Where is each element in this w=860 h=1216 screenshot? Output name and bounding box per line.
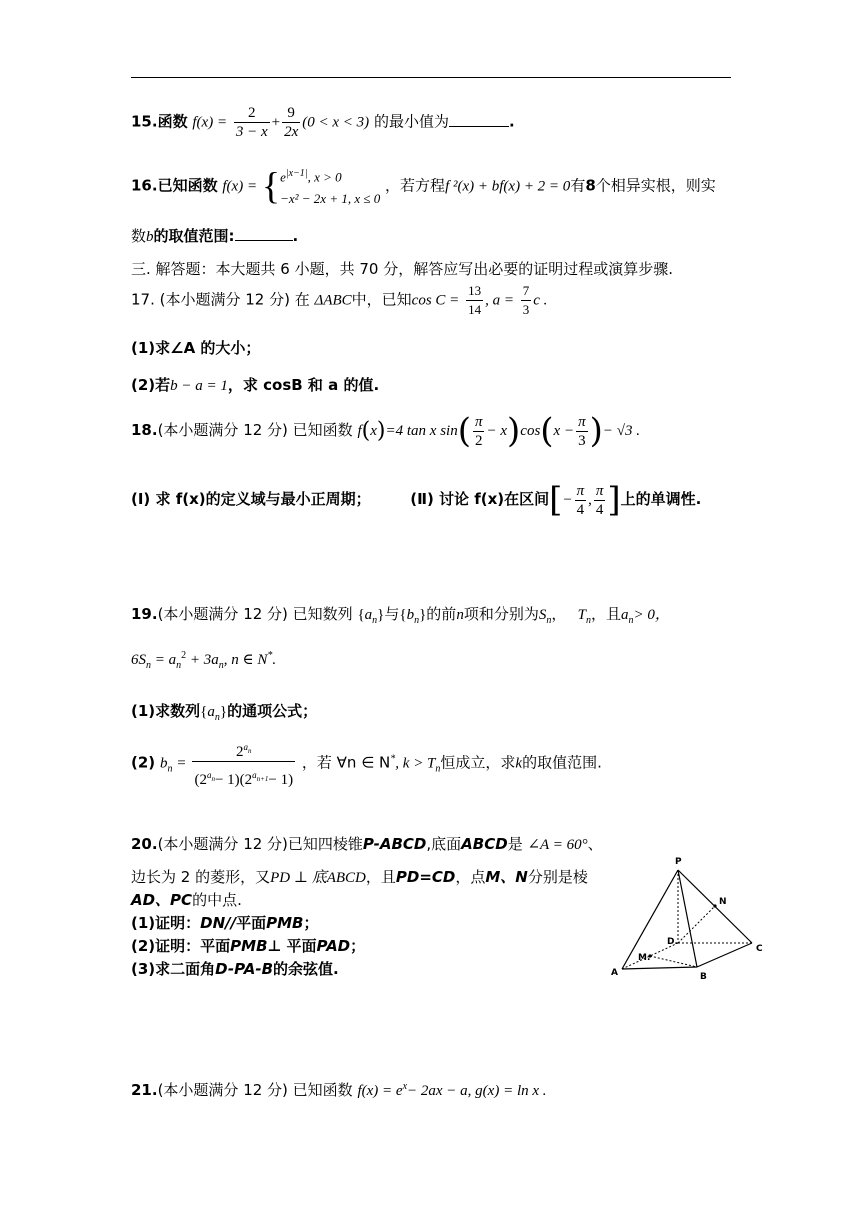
label-C: C — [756, 944, 763, 954]
piecewise-cases: $e^{|x-1|}$, x > 0 −x² − 2x + 1, x ≤ 0 — [280, 168, 381, 207]
question-20: 20.(本小题满分 12 分)已知四棱锥P-ABCD,底面ABCD是 ∠A = 60°、 — [131, 835, 603, 853]
fraction-2: $\frac{9}{2x}$ — [284, 105, 299, 140]
edge-PB — [678, 870, 697, 967]
pyramid-figure — [600, 850, 780, 990]
header-rule — [131, 77, 731, 78]
label-B: B — [700, 972, 707, 982]
question-18-parts: (Ⅰ) 求 f(x)的定义域与最小正周期； (Ⅱ) 讨论 f(x)在区间[− $\frac{\pi}{4}$ , $\frac{\pi}{4}$ ]上的单调性. — [131, 480, 702, 520]
question-19: 19.(本小题满分 12 分) 已知数列 $\{a_n\}$与$\{b_n\}$的前n项和分别为$S_n$， $T_n$，且$a_n> 0$， — [131, 605, 670, 626]
question-18: 18.(本小题满分 12 分) 已知函数 f(x)=4 tan x sin( $\frac{\pi}{2}$ − x)cos(x − $\frac{\pi}{3}$ )− √3 . — [131, 411, 640, 451]
question-20-line2: 边长为 2 的菱形，又PD ⊥ 底ABCD，且PD=CD，点M、N分别是棱 — [131, 868, 588, 886]
answer-blank — [235, 226, 293, 241]
question-21: 21.(本小题满分 12 分) 已知函数 $f(x) = e^x- 2ax - a$, g(x) = ln x . — [131, 1081, 547, 1099]
question-15: 15.函数 f(x) = $\frac{2}{3 - x}$ + $\frac{9}{2x}$ (0 < x < 3) 的最小值为 . — [131, 105, 515, 140]
label-A: A — [611, 968, 618, 978]
answer-blank — [449, 112, 509, 127]
segment-MB — [650, 956, 697, 967]
fraction-1: $\frac{2}{3 - x}$ — [235, 105, 268, 140]
question-19-part-1: (1)求数列$\{a_n\}$的通项公式； — [131, 702, 318, 723]
edge-AB — [622, 967, 697, 969]
question-20-line3: AD、PC的中点. — [131, 891, 242, 909]
question-20-part-2: (2)证明：平面PMB⊥ 平面PAD； — [131, 937, 366, 955]
bn-fraction: $\frac{2^{a_n}}{(2^{a_n}- 1)(2^{a_{n+1}}- 1)}$ — [192, 738, 295, 789]
label-P: P — [675, 857, 682, 867]
segment-DN — [678, 906, 715, 943]
question-number: 15. — [131, 112, 158, 131]
question-17: 17. (本小题满分 12 分) 在 ΔABC中，已知cos C = $\frac{13}{14}$ , a = $\frac{7}{3}$ c . — [131, 283, 548, 317]
question-16: 16.已知函数 f(x) = { $e^{|x-1|}$, x > 0 −x² − 2x + 1, x ≤ 0 ，若方程f ²(x) + bf(x) + 2 = 0有8个相异实根，则实 — [131, 163, 716, 210]
question-19-equation: $6S_n = a_n^2 + 3a_n$, n ∈ N*. — [131, 650, 277, 671]
label-M: M. — [638, 953, 651, 963]
question-17-part-1: (1)求∠A 的大小； — [131, 339, 261, 357]
label-N: N — [719, 897, 727, 907]
question-number: 16. — [131, 176, 158, 195]
question-lead: 函数 — [157, 112, 188, 131]
question-17-part-2: (2)若b − a = 1，求 cosB 和 a 的值. — [131, 376, 380, 394]
question-20-part-3: (3)求二面角D-PA-B的余弦值. — [131, 960, 339, 978]
question-20-part-1: (1)证明：DN//平面PMB； — [131, 914, 319, 932]
edge-BC — [697, 943, 752, 967]
section-3-heading: 三. 解答题：本大题共 6 小题，共 70 分，解答应写出必要的证明过程或演算步骤. — [131, 260, 674, 278]
question-16-line2: 数b的取值范围: . — [131, 227, 299, 245]
function-label: f(x) = — [192, 114, 228, 131]
equation: f ²(x) + bf(x) + 2 = 0 — [445, 178, 571, 195]
question-19-part-2: (2) $b_n$ = $\frac{2^{a_n}}{(2^{a_n}- 1)(2^{a_{n+1}}- 1)}$ ，若 ∀n ∈ N*, $k > T_n$恒成立，求k的取值范围. — [131, 738, 602, 789]
piecewise-brace: { — [261, 165, 281, 208]
domain: (0 < x < 3) — [302, 114, 370, 131]
label-D: D. — [667, 937, 678, 947]
point-N — [713, 904, 716, 907]
